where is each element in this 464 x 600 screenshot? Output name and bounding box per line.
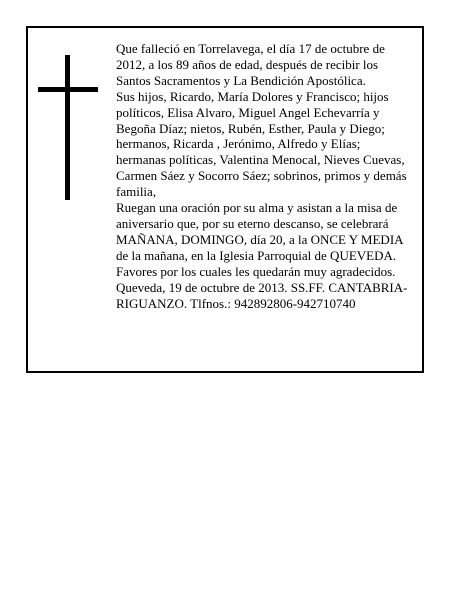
- notice-line: aniversario que, por su eterno descanso, se celebrará: [116, 215, 389, 231]
- notice-line: Favores por los cuales les quedarán muy agradecidos.: [116, 263, 396, 279]
- notice-line: Queveda, 19 de octubre de 2013. SS.FF. CANTABRIA-: [116, 279, 408, 295]
- cross-icon: [38, 55, 98, 200]
- cross-vertical-bar: [65, 55, 70, 200]
- notice-text: [116, 41, 428, 311]
- notice-line: 2012, a los 89 años de edad, después de recibir los: [116, 56, 379, 72]
- notice-line: de la mañana, en la Iglesia Parroquial de QUEVEDA.: [116, 247, 397, 263]
- cross-horizontal-bar: [38, 87, 98, 92]
- notice-line: Santos Sacramentos y La Bendición Apostólica.: [116, 72, 366, 88]
- notice-line: familia,: [116, 184, 157, 200]
- notice-line: Begoña Díaz; nietos, Rubén, Esther, Paula y Diego;: [116, 120, 385, 136]
- notice-line: Ruegan una oración por su alma y asistan a la misa de: [116, 200, 398, 216]
- notice-line: RIGUANZO. Tlfnos.: 942892806-942710740: [116, 295, 356, 311]
- notice-line: MAÑANA, DOMINGO, día 20, a la ONCE Y MEDIA: [116, 231, 404, 247]
- notice-line: Sus hijos, Ricardo, María Dolores y Francisco; hijos: [116, 88, 389, 104]
- notice-line: hermanas políticas, Valentina Menocal, Nieves Cuevas,: [116, 152, 405, 168]
- notice-line: políticos, Elisa Alvaro, Miguel Angel Echevarría y: [116, 104, 380, 120]
- notice-line: hermanos, Ricarda , Jerónimo, Alfredo y Elías;: [116, 136, 361, 152]
- notice-line: Carmen Sáez y Socorro Sáez; sobrinos, primos y demás: [116, 168, 407, 184]
- obituary-notice: [26, 26, 424, 373]
- notice-line: Que falleció en Torrelavega, el día 17 de octubre de: [116, 41, 385, 56]
